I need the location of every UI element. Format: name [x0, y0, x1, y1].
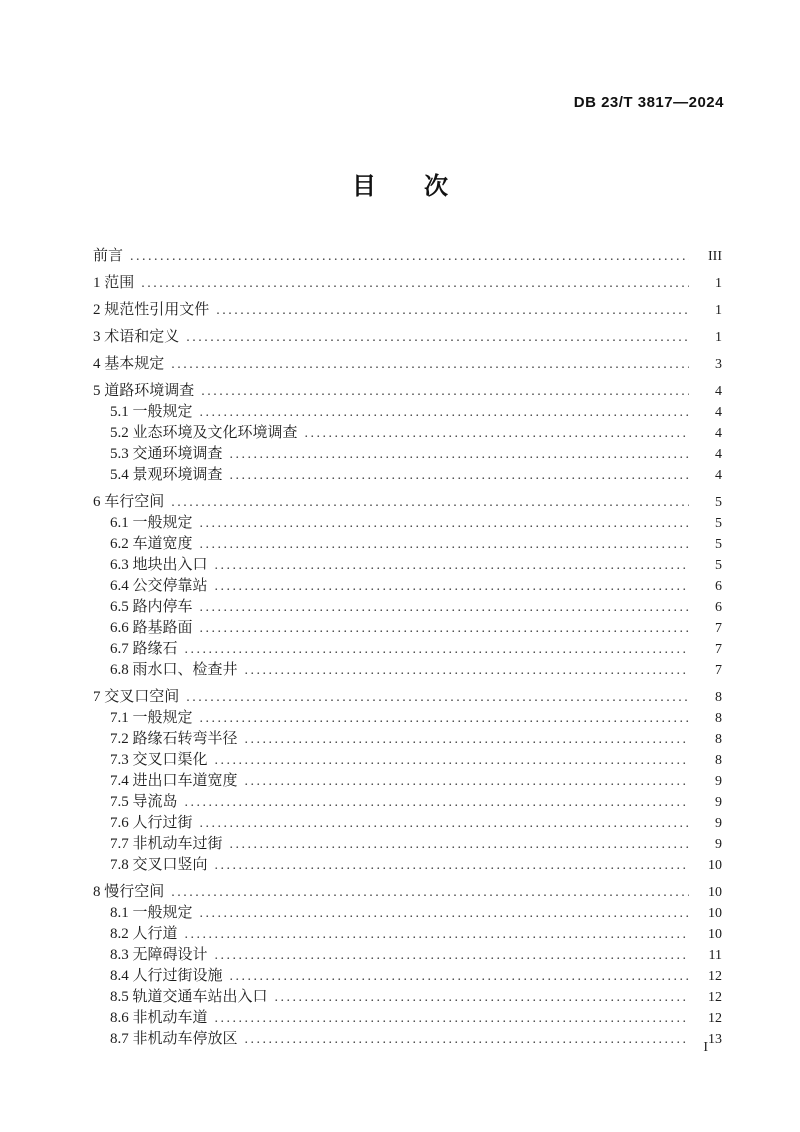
toc-leader-dots [200, 813, 689, 834]
toc-entry [93, 534, 722, 555]
toc-entry-label: 1 范围 [93, 275, 135, 291]
toc-entry-label: 7 交叉口空间 [93, 689, 180, 705]
toc-entry-page: 10 [708, 906, 722, 921]
toc-entry-page: 13 [708, 1032, 722, 1047]
toc-entry-page: III [708, 249, 722, 264]
toc-entry-page: 1 [715, 303, 722, 318]
toc-entry [93, 402, 722, 423]
toc-entry-label: 7.2 路缘石转弯半径 [110, 731, 238, 747]
toc-entry [93, 792, 722, 813]
toc-leader-dots [186, 687, 689, 708]
toc-entry-label: 8.4 人行过街设施 [110, 968, 223, 984]
toc-entry [93, 597, 722, 618]
toc-entry-page: 1 [715, 330, 722, 345]
toc-entry-label: 4 基本规定 [93, 356, 165, 372]
toc-entry [93, 1008, 722, 1029]
toc-entry-page: 4 [715, 384, 722, 399]
toc-entry-label: 7.1 一般规定 [110, 710, 193, 726]
toc-leader-dots [185, 924, 689, 945]
toc-entry [93, 492, 722, 513]
toc-entry-label: 8.7 非机动车停放区 [110, 1031, 238, 1047]
toc-entry-label: 5.2 业态环境及文化环境调查 [110, 425, 298, 441]
toc-entry-page: 8 [715, 753, 722, 768]
toc-entry-page: 5 [715, 516, 722, 531]
toc-leader-dots [215, 555, 689, 576]
toc-list [93, 246, 722, 1050]
toc-entry-page: 7 [715, 642, 722, 657]
toc-entry-page: 12 [708, 990, 722, 1005]
toc-entry-label: 6.5 路内停车 [110, 599, 193, 615]
toc-entry-label: 6.8 雨水口、检查井 [110, 662, 238, 678]
toc-entry [93, 729, 722, 750]
toc-entry [93, 576, 722, 597]
toc-entry [93, 273, 722, 294]
toc-entry [93, 924, 722, 945]
toc-entry-label: 5.4 景观环境调查 [110, 467, 223, 483]
toc-leader-dots [171, 354, 689, 375]
toc-entry-page: 5 [715, 537, 722, 552]
toc-entry [93, 354, 722, 375]
toc-leader-dots [186, 327, 689, 348]
toc-leader-dots [245, 729, 689, 750]
toc-entry-page: 9 [715, 774, 722, 789]
toc-leader-dots [275, 987, 689, 1008]
toc-leader-dots [171, 882, 689, 903]
toc-leader-dots [245, 1029, 689, 1050]
toc-entry [93, 834, 722, 855]
toc-entry-page: 12 [708, 1011, 722, 1026]
toc-leader-dots [230, 966, 689, 987]
toc-entry-label: 2 规范性引用文件 [93, 302, 210, 318]
toc-entry-label: 6.3 地块出入口 [110, 557, 208, 573]
toc-leader-dots [245, 771, 689, 792]
toc-entry [93, 903, 722, 924]
toc-entry-page: 9 [715, 816, 722, 831]
toc-leader-dots [200, 903, 689, 924]
toc-entry-page: 5 [715, 495, 722, 510]
toc-leader-dots [171, 492, 689, 513]
toc-entry [93, 855, 722, 876]
toc-entry-label: 5.3 交通环境调查 [110, 446, 223, 462]
toc-entry-page: 4 [715, 405, 722, 420]
toc-leader-dots [245, 660, 689, 681]
toc-entry-label: 6.7 路缘石 [110, 641, 178, 657]
footer-page-number: I [703, 1040, 708, 1055]
toc-leader-dots [185, 792, 689, 813]
toc-entry-label: 8.5 轨道交通车站出入口 [110, 989, 268, 1005]
toc-leader-dots [215, 750, 689, 771]
toc-entry [93, 465, 722, 486]
toc-leader-dots [215, 855, 689, 876]
toc-entry [93, 1029, 722, 1050]
toc-entry-page: 6 [715, 600, 722, 615]
toc-entry-label: 5.1 一般规定 [110, 404, 193, 420]
toc-entry [93, 618, 722, 639]
toc-leader-dots [215, 576, 689, 597]
toc-entry-label: 7.4 进出口车道宽度 [110, 773, 238, 789]
toc-entry-page: 3 [715, 357, 722, 372]
toc-leader-dots [200, 513, 689, 534]
toc-leader-dots [215, 1008, 689, 1029]
toc-leader-dots [305, 423, 689, 444]
toc-entry-label: 8 慢行空间 [93, 884, 165, 900]
toc-entry-page: 8 [715, 690, 722, 705]
toc-entry-page: 9 [715, 837, 722, 852]
toc-leader-dots [200, 708, 689, 729]
toc-entry-page: 7 [715, 621, 722, 636]
toc-leader-dots [130, 246, 689, 267]
toc-entry-label: 8.1 一般规定 [110, 905, 193, 921]
toc-leader-dots [200, 534, 689, 555]
toc-entry-page: 10 [708, 927, 722, 942]
toc-entry-page: 10 [708, 858, 722, 873]
toc-entry-page: 5 [715, 558, 722, 573]
toc-entry-page: 6 [715, 579, 722, 594]
toc-leader-dots [200, 402, 689, 423]
toc-entry-label: 8.6 非机动车道 [110, 1010, 208, 1026]
toc-entry [93, 882, 722, 903]
toc-entry [93, 660, 722, 681]
toc-entry [93, 708, 722, 729]
toc-entry-label: 6.6 路基路面 [110, 620, 193, 636]
toc-entry [93, 945, 722, 966]
toc-entry [93, 381, 722, 402]
toc-entry-page: 4 [715, 447, 722, 462]
toc-leader-dots [230, 834, 689, 855]
toc-entry-label: 8.2 人行道 [110, 926, 178, 942]
toc-entry-page: 7 [715, 663, 722, 678]
toc-leader-dots [216, 300, 689, 321]
toc-entry [93, 555, 722, 576]
page-title: 目 次 [352, 174, 448, 200]
toc-entry-label: 6.1 一般规定 [110, 515, 193, 531]
toc-entry-page: 8 [715, 732, 722, 747]
toc-entry [93, 813, 722, 834]
toc-entry-page: 8 [715, 711, 722, 726]
toc-entry-label: 5 道路环境调查 [93, 383, 195, 399]
toc-entry-page: 4 [715, 426, 722, 441]
toc-entry-label: 7.6 人行过街 [110, 815, 193, 831]
toc-leader-dots [215, 945, 689, 966]
toc-entry [93, 246, 722, 267]
toc-entry-page: 12 [708, 969, 722, 984]
toc-entry [93, 966, 722, 987]
toc-entry [93, 327, 722, 348]
standard-number-header: DB 23/T 3817—2024 [573, 94, 724, 111]
toc-entry-page: 10 [708, 885, 722, 900]
toc-entry-label: 3 术语和定义 [93, 329, 180, 345]
toc-entry [93, 771, 722, 792]
toc-entry [93, 987, 722, 1008]
toc-leader-dots [185, 639, 689, 660]
toc-entry [93, 300, 722, 321]
toc-leader-dots [230, 465, 689, 486]
toc-entry [93, 444, 722, 465]
toc-entry-label: 7.3 交叉口渠化 [110, 752, 208, 768]
toc-entry-label: 6.2 车道宽度 [110, 536, 193, 552]
toc-entry [93, 687, 722, 708]
toc-leader-dots [200, 618, 689, 639]
toc-entry [93, 513, 722, 534]
toc-entry-label: 6 车行空间 [93, 494, 165, 510]
toc-entry [93, 750, 722, 771]
toc-leader-dots [201, 381, 689, 402]
toc-leader-dots [200, 597, 689, 618]
toc-entry-page: 1 [715, 276, 722, 291]
toc-entry-label: 7.7 非机动车过街 [110, 836, 223, 852]
toc-entry-label: 6.4 公交停靠站 [110, 578, 208, 594]
toc-entry-label: 7.5 导流岛 [110, 794, 178, 810]
toc-entry [93, 423, 722, 444]
toc-entry-label: 前言 [93, 248, 124, 264]
toc-entry-label: 7.8 交叉口竖向 [110, 857, 208, 873]
toc-entry-page: 11 [708, 948, 722, 963]
toc-entry [93, 639, 722, 660]
toc-leader-dots [141, 273, 689, 294]
toc-entry-label: 8.3 无障碍设计 [110, 947, 208, 963]
toc-entry-page: 9 [715, 795, 722, 810]
toc-entry-page: 4 [715, 468, 722, 483]
toc-leader-dots [230, 444, 689, 465]
